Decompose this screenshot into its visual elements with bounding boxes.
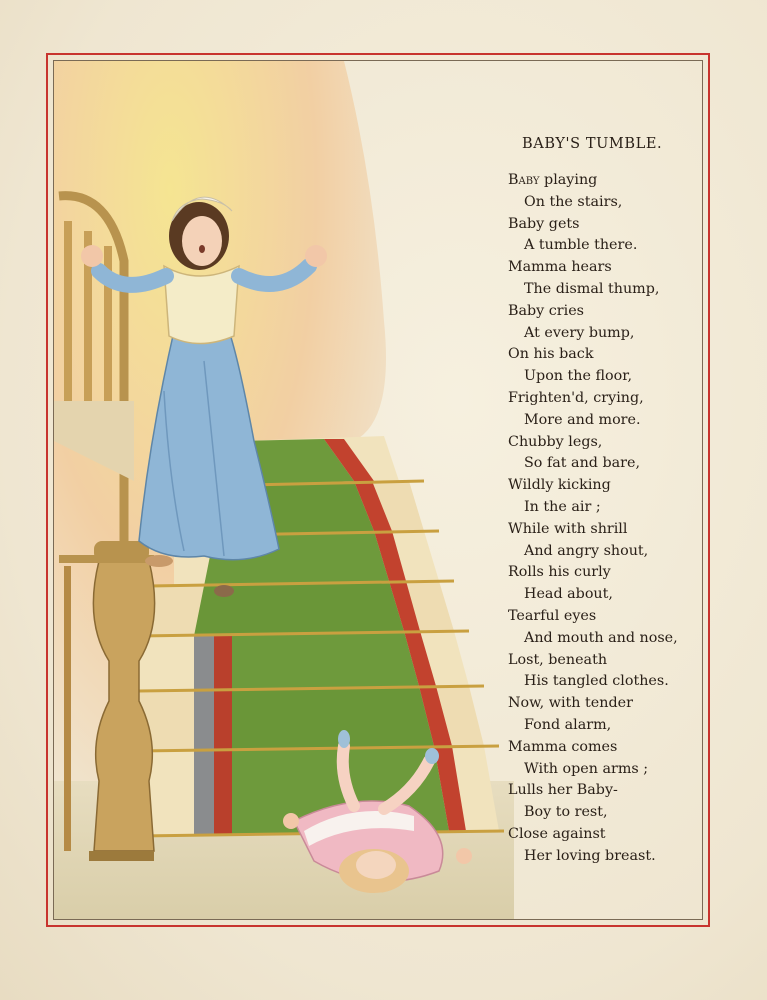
poem-line: So fat and bare, xyxy=(524,455,640,472)
poem-line: On the stairs, xyxy=(524,193,623,210)
poem-line: On his back xyxy=(508,346,594,363)
poem-line: Mamma comes xyxy=(508,738,618,755)
poem-line: Boy to rest, xyxy=(524,804,608,821)
poem-line: With open arms ; xyxy=(524,760,649,777)
illustration xyxy=(54,61,514,919)
poem-line: In the air ; xyxy=(524,498,601,515)
poem-line: Head about, xyxy=(524,586,613,603)
poem-line: Rolls his curly xyxy=(508,564,611,581)
illustration-svg xyxy=(54,61,514,919)
poem-line: And mouth and nose, xyxy=(524,629,678,646)
poem-line: Fond alarm, xyxy=(524,716,612,733)
poem-line: Close against xyxy=(508,825,606,842)
poem-line: A tumble there. xyxy=(524,237,638,254)
poem-line: Baby gets xyxy=(508,215,580,232)
poem-line: Frighten'd, crying, xyxy=(508,389,644,406)
poem-line: Upon the floor, xyxy=(524,368,633,385)
poem-line: Lulls her Baby- xyxy=(508,782,618,799)
poem-line: At every bump, xyxy=(524,324,635,341)
poem-line: Chubby legs, xyxy=(508,433,603,450)
poem xyxy=(508,136,698,868)
poem-line: Wildly kicking xyxy=(508,477,611,494)
poem-line-1 xyxy=(508,170,698,192)
poem-line: While with shrill xyxy=(508,520,628,537)
poem-line: Now, with tender xyxy=(508,695,633,712)
poem-first-line-rest: playing xyxy=(539,172,598,188)
poem-line: The dismal thump, xyxy=(524,280,660,297)
poem-line: And angry shout, xyxy=(524,542,649,559)
poem-line: Her loving breast. xyxy=(524,847,656,864)
poem-line: His tangled clothes. xyxy=(524,673,669,690)
poem-line: More and more. xyxy=(524,411,641,428)
poem-line: Baby cries xyxy=(508,302,585,319)
poem-line: Lost, beneath xyxy=(508,651,608,668)
poem-line: Tearful eyes xyxy=(508,607,597,624)
poem-first-word: Baby xyxy=(508,172,540,188)
poem-line: Mamma hears xyxy=(508,259,612,276)
poem-title: BABY'S TUMBLE. xyxy=(522,136,663,152)
